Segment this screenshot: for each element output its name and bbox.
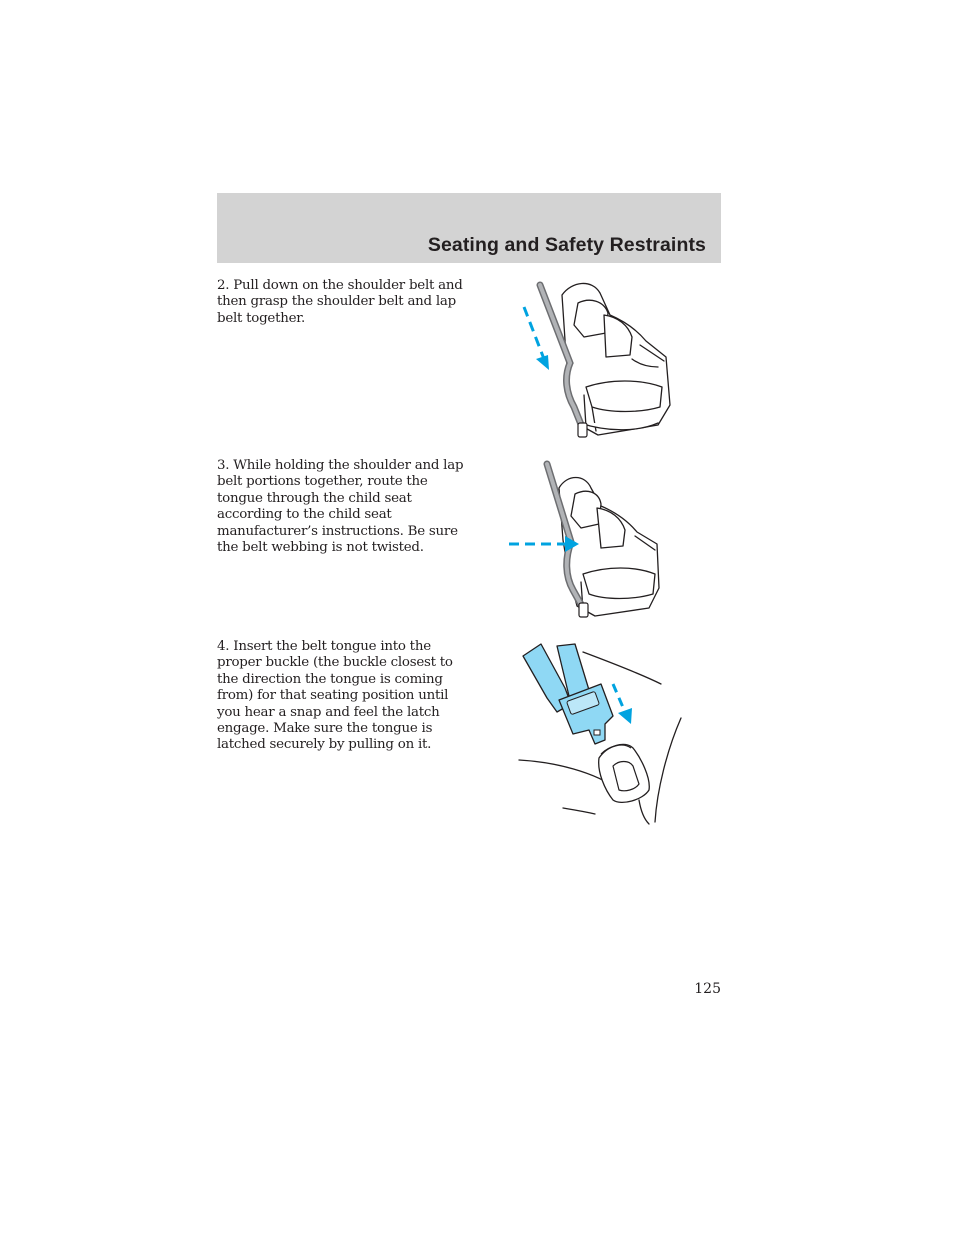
child-seat-pull-belt-illustration bbox=[500, 275, 680, 445]
child-seat-route-tongue-illustration bbox=[505, 460, 670, 625]
step-3-text: 3. While holding the shoulder and lap belt portions together, route the tongue through the child seat according to the child seat manufacturer’s instructions. Be sure the belt webbing is not twisted. bbox=[217, 458, 464, 556]
step-4-text: 4. Insert the belt tongue into the proper buckle (the buckle closest to the direction the tongue is coming from) for that seating position until you hear a snap and feel the latch engage. Make sure the tongue is latched securely by pulling on it. bbox=[217, 639, 453, 753]
page-number: 125 bbox=[694, 981, 721, 997]
buckle-insert-tongue-illustration bbox=[515, 640, 690, 830]
section-header-band bbox=[217, 193, 721, 263]
section-title: Seating and Safety Restraints bbox=[427, 234, 706, 256]
step-2-text: 2. Pull down on the shoulder belt and then grasp the shoulder belt and lap belt together. bbox=[217, 278, 463, 326]
